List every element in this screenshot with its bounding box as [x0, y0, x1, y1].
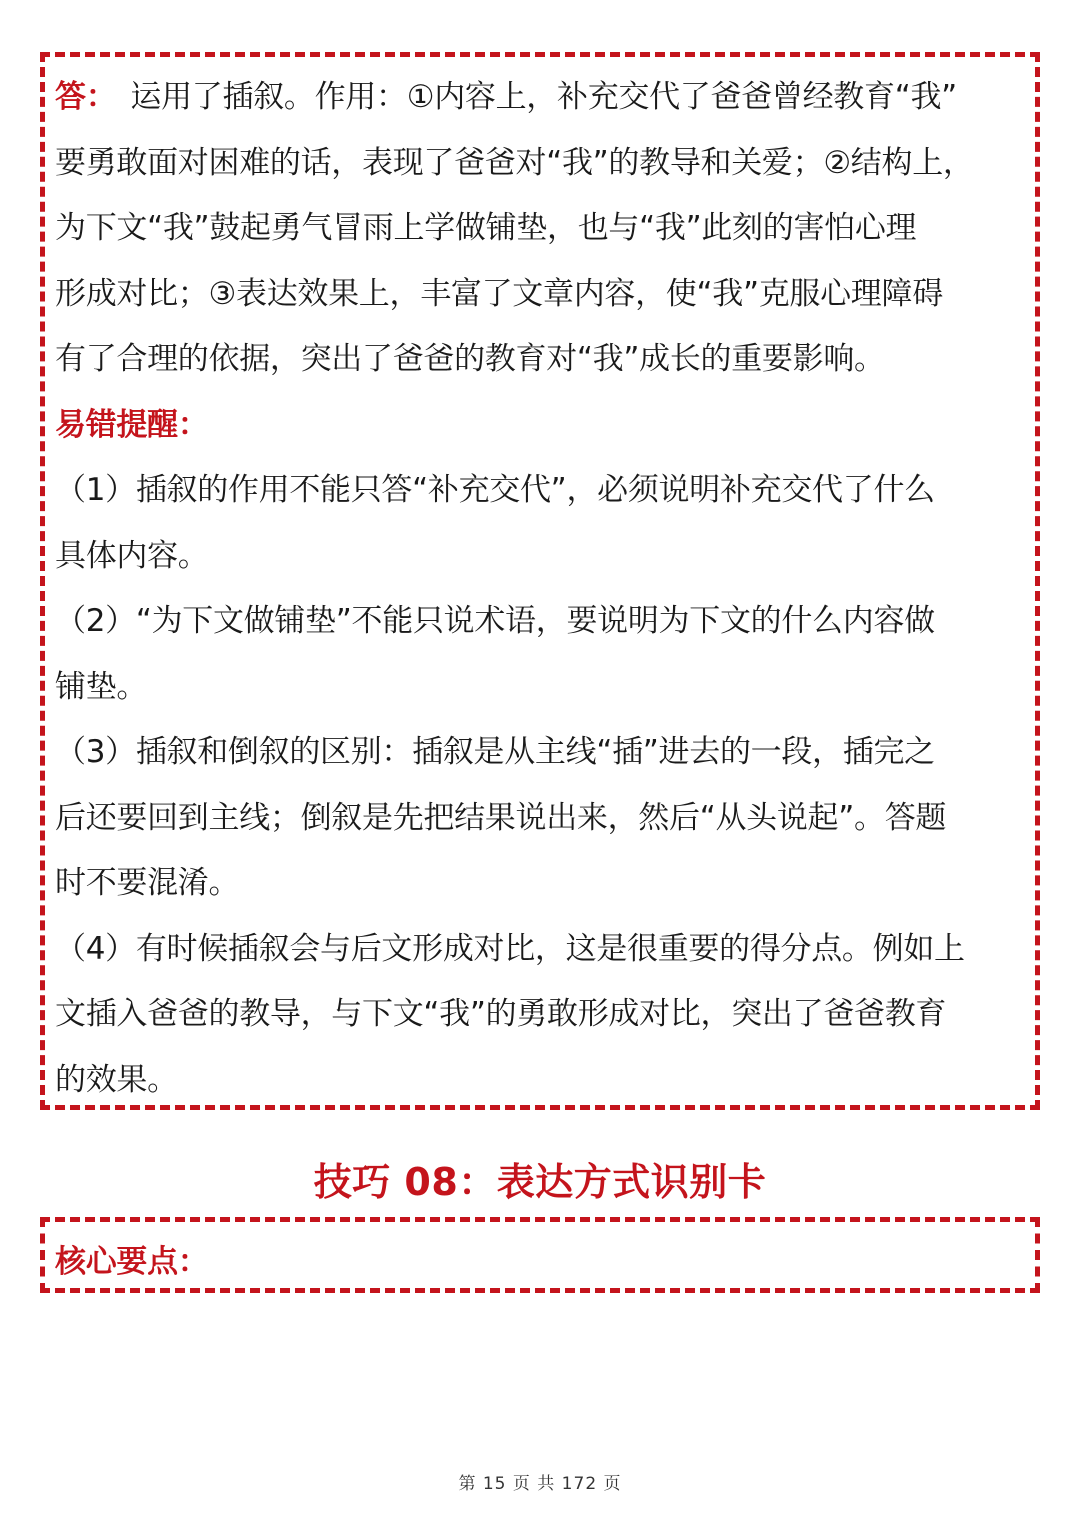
tip-heading: 易错提醒： [55, 406, 209, 443]
tip-line-3: （2）“为下文做铺垫”不能只说术语，要说明为下文的什么内容做 [55, 603, 935, 639]
tip-line-8: （4）有时候插叙会与后文形成对比，这是很重要的得分点。例如上 [55, 930, 965, 967]
answer-line-5: 有了合理的依据，突出了爸爸的教育对“我”成长的重要影响。 [55, 341, 885, 377]
tip-line-5: （3）插叙和倒叙的区别：插叙是从主线“插”进去的一段，插完之 [55, 734, 935, 770]
page-number: 第 15 页 共 172 页 [458, 1474, 622, 1494]
answer-line-1 [55, 65, 1027, 131]
tip-line-1: （1）插叙的作用不能只答“补充交代”，必须说明补充交代了什么 [55, 472, 935, 508]
answer-text: 运用了插叙。作用：①内容上，补充交代了爸爸曾经教育“我” [130, 79, 957, 115]
tip-line-10: 的效果。 [55, 1061, 178, 1098]
core-points-box [40, 1217, 1040, 1293]
tip-line-2: 具体内容。 [55, 537, 209, 574]
core-heading: 核心要点： [55, 1244, 209, 1280]
section-title: 技巧 08：表达方式识别卡 [313, 1160, 767, 1204]
tip-line-4: 铺垫。 [55, 668, 148, 705]
answer-line-2: 要勇敢面对困难的话，表现了爸爸对“我”的教导和关爱；②结构上， [55, 144, 974, 181]
tip-line-6: 后还要回到主线；倒叙是先把结果说出来，然后“从头说起”。答题 [55, 799, 947, 836]
answer-label: 答： [55, 79, 117, 115]
answer-box [40, 52, 1040, 1110]
tip-line-9: 文插入爸爸的教导，与下文“我”的勇敢形成对比，突出了爸爸教育 [55, 996, 947, 1032]
tip-line-7: 时不要混淆。 [55, 865, 240, 901]
answer-line-3: 为下文“我”鼓起勇气冒雨上学做铺垫，也与“我”此刻的害怕心理 [55, 210, 917, 246]
answer-line-4: 形成对比；③表达效果上，丰富了文章内容，使“我”克服心理障碍 [55, 275, 943, 312]
